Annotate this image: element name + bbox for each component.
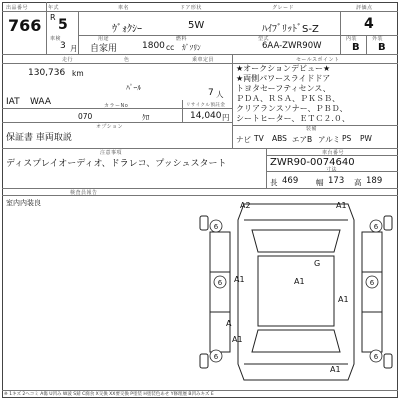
rear-window xyxy=(252,330,340,352)
model-year: 5 xyxy=(58,17,68,33)
damage-mark-a1-left: A1 xyxy=(234,275,245,284)
displacement-value: 1800 xyxy=(142,41,165,51)
usage-label: 用途 xyxy=(98,36,110,42)
sales-point-5: クリアランスソナー、ＰＢＤ、 xyxy=(236,104,348,113)
interior-score: B xyxy=(352,42,360,53)
color-number: 070 xyxy=(78,112,93,121)
damage-mark-a: A xyxy=(226,319,232,328)
sales-point-4: ＰＤＡ、ＲＳＡ、ＰＫＳＢ、 xyxy=(236,94,340,103)
equip-abs: ABS xyxy=(272,134,287,143)
model-label: 車名 xyxy=(118,5,130,11)
capacity-unit: 人 xyxy=(216,90,224,99)
aircon-value: WAA xyxy=(30,97,51,107)
mark-circle-1-num: 6 xyxy=(213,223,219,231)
length-label: 長 xyxy=(270,178,278,187)
wheel-rl xyxy=(200,354,208,368)
warranty-text: 保証書 車両取説 xyxy=(6,133,72,143)
width-label: 幅 xyxy=(316,178,324,187)
mileage-label: 走行 xyxy=(62,57,74,63)
mark-circle-4-num: 6 xyxy=(369,279,375,287)
price-unit: 円 xyxy=(222,113,230,122)
door-label: ドア形状 xyxy=(180,5,202,11)
equip-note-label: オプション xyxy=(96,124,124,130)
exterior-score: B xyxy=(378,42,386,53)
fuel-label: 燃料 xyxy=(176,36,188,42)
left-side-outline xyxy=(210,232,230,352)
price-divider xyxy=(182,100,183,122)
damage-mark-g: G xyxy=(314,259,321,268)
type-label: 型式 xyxy=(258,36,270,42)
right-side-outline xyxy=(362,232,382,352)
damage-mark-a1-mid: A1 xyxy=(294,277,305,286)
height-value: 189 xyxy=(366,176,383,186)
interior-score-label: 内装 xyxy=(346,36,358,42)
displacement-unit: cc xyxy=(166,43,175,52)
exterior-score-label: 外装 xyxy=(372,36,384,42)
equip-tv: TV xyxy=(254,134,264,143)
car-damage-diagram xyxy=(196,196,396,386)
color-code-label: カラーNo xyxy=(104,103,129,109)
mileage-value: 130,736 xyxy=(28,68,66,78)
make-label: 年式 xyxy=(48,5,60,11)
capacity-value: 7 xyxy=(208,88,214,98)
damage-mark-a1-right: A1 xyxy=(338,295,349,304)
header-bottom xyxy=(2,54,398,55)
sales-point-1: ★オークションデビュー★ xyxy=(236,64,331,73)
length-value: 469 xyxy=(282,176,299,186)
equip-navi: ナビ xyxy=(236,135,251,144)
mark-circle-2-num: 6 xyxy=(373,223,379,231)
wheel-fr xyxy=(384,216,392,230)
lot-number: 766 xyxy=(8,16,42,35)
equip-alloy: アルミ xyxy=(318,135,341,144)
damage-mark-a1-top: A1 xyxy=(336,201,347,210)
shaken-label: 車検 xyxy=(50,36,62,42)
damage-mark-a1-rear: A1 xyxy=(232,335,243,344)
notes-text: ディスプレイオーディオ、ドラレコ、プッシュスタート xyxy=(6,159,227,169)
transmission-value: IAT xyxy=(6,97,20,107)
sales-point-3: トヨタセーフティセンス、 xyxy=(236,84,331,93)
interior-remark: 室内内装良 xyxy=(6,199,41,207)
fuel-value: ｶﾞｿﾘﾝ xyxy=(182,43,201,52)
sales-point-2: ★両側パワースライドドア xyxy=(236,74,331,83)
mark-circle-5-num: 6 xyxy=(213,353,219,361)
vin-number: ZWR90-0074640 xyxy=(270,157,355,168)
score-label: 評価点 xyxy=(356,5,373,11)
price-label: リサイクル預託金 xyxy=(186,103,226,108)
int-ext-divider xyxy=(366,35,367,54)
damage-mark-a2: A2 xyxy=(240,201,251,210)
trim-code: ｸﾛ xyxy=(142,113,150,122)
width-value: 173 xyxy=(328,176,345,186)
wheel-fl xyxy=(200,216,208,230)
equip-airbag: エアB xyxy=(292,135,313,144)
grade-label: グレード xyxy=(272,5,295,11)
specs-label-divider xyxy=(2,63,232,64)
color-value: ﾊﾟｰﾙ xyxy=(126,83,141,92)
windshield xyxy=(252,230,340,252)
sales-points-title: セールスポイント xyxy=(296,57,340,63)
mark-circle-3-num: 6 xyxy=(217,279,223,287)
door-type: 5W xyxy=(188,20,205,31)
height-label: 高 xyxy=(354,178,362,187)
mileage-unit: km xyxy=(72,69,84,78)
notes-right-border xyxy=(266,148,267,188)
inspection-title: 検査員報告 xyxy=(70,190,98,196)
size-label: 寸法 xyxy=(326,167,338,173)
equip-label: 装備 xyxy=(306,126,318,132)
chassis-type: 6AA-ZWR90W xyxy=(262,41,322,51)
equip-ps: PS xyxy=(342,134,352,143)
price-value: 14,040 xyxy=(190,111,222,121)
year-divider xyxy=(78,11,79,54)
lot-divider xyxy=(46,2,47,54)
frame-label: 車台番号 xyxy=(322,150,345,156)
notes-bottom xyxy=(2,188,398,189)
sales-point-6: シートヒーター、ＥＴＣ２.０、 xyxy=(236,114,350,123)
roof xyxy=(258,256,334,326)
damage-mark-a1-bottom: A1 xyxy=(330,365,341,374)
footer-legend: ※ 1キズ 2ヘコミ A傷 U凹み W波 S錆 C腐食 X交換 XX要交換 P塗装 H塗装色あせ Y修理歴 B凹みキズ E xyxy=(4,392,214,397)
shaken-month: 3 xyxy=(60,41,66,51)
car-name: ｳﾞｫｸｼｰ xyxy=(112,24,142,35)
frame-label-divider xyxy=(266,155,398,156)
specs-right-border xyxy=(232,54,233,148)
wheel-rr xyxy=(384,354,392,368)
notes-label: 注意事項 xyxy=(100,150,123,156)
mark-circle-6-num: 6 xyxy=(373,353,379,361)
score-value: 4 xyxy=(364,16,374,32)
usage-value: 自家用 xyxy=(90,44,118,54)
grade-name: ﾊｲﾌﾞﾘｯﾄﾞS-Z xyxy=(262,24,319,35)
color-label: 色 xyxy=(124,57,130,63)
score-divider xyxy=(340,11,341,54)
era-letter: R xyxy=(50,13,56,22)
shaken-unit: 月 xyxy=(70,44,78,53)
equip-pw: PW xyxy=(360,134,372,143)
capacity-label: 乗車定員 xyxy=(192,57,215,63)
lot-label: 出品番号 xyxy=(6,5,29,11)
header-label-divider xyxy=(2,11,398,12)
